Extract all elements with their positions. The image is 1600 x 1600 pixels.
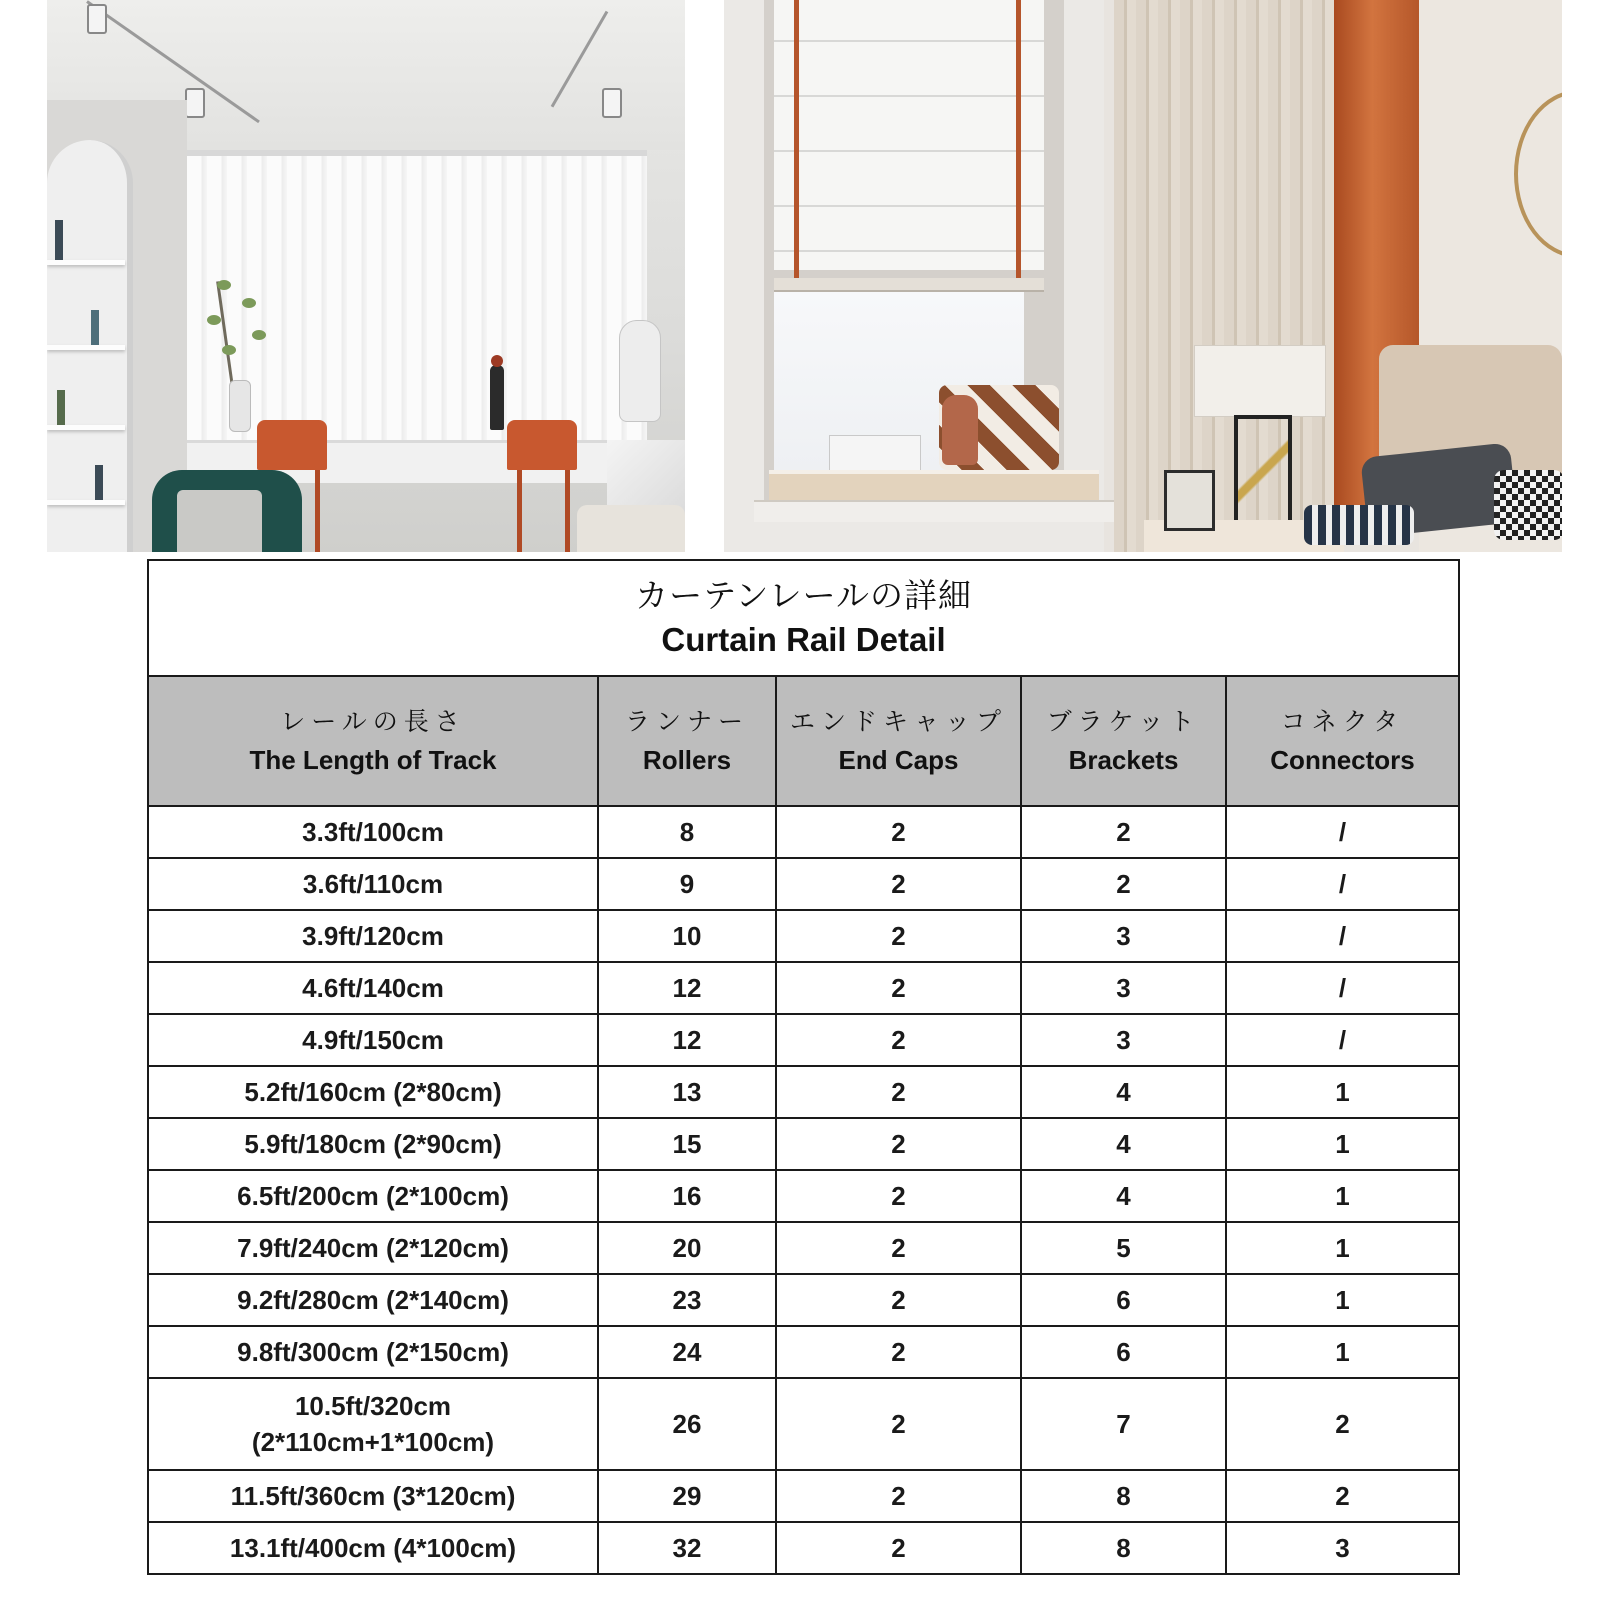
- header-connectors: [1226, 676, 1459, 806]
- arched-shelf: [47, 140, 133, 552]
- shade-tape: [794, 0, 799, 285]
- connectors-cell: 1: [1226, 1066, 1459, 1118]
- header-rollers: [598, 676, 776, 806]
- end-caps-cell: 2: [776, 1326, 1021, 1378]
- header-en: The Length of Track: [249, 745, 497, 775]
- brackets-cell: 8: [1021, 1522, 1226, 1574]
- header-en: End Caps: [838, 745, 959, 775]
- connectors-cell: 3: [1226, 1522, 1459, 1574]
- end-caps-cell: 2: [776, 1222, 1021, 1274]
- brackets-cell: 4: [1021, 1170, 1226, 1222]
- table-row: [148, 1014, 1459, 1066]
- end-caps-cell: 2: [776, 858, 1021, 910]
- length-cell: 6.5ft/200cm (2*100cm): [148, 1170, 598, 1222]
- table-header-row: [148, 676, 1459, 806]
- length-cell: 9.2ft/280cm (2*140cm): [148, 1274, 598, 1326]
- header-length: [148, 676, 598, 806]
- connectors-cell: 1: [1226, 1118, 1459, 1170]
- header-en: Connectors: [1270, 745, 1415, 775]
- end-caps-cell: 2: [776, 1378, 1021, 1470]
- length-cell: [148, 1378, 598, 1470]
- header-end-caps: [776, 676, 1021, 806]
- length-cell: 11.5ft/360cm (3*120cm): [148, 1470, 598, 1522]
- brackets-cell: 8: [1021, 1470, 1226, 1522]
- table-row: [148, 910, 1459, 962]
- connectors-cell: /: [1226, 806, 1459, 858]
- brackets-cell: 6: [1021, 1274, 1226, 1326]
- rollers-cell: 23: [598, 1274, 776, 1326]
- end-caps-cell: 2: [776, 1118, 1021, 1170]
- table-row: [148, 1274, 1459, 1326]
- rollers-cell: 8: [598, 806, 776, 858]
- photo-frame: [1164, 470, 1215, 531]
- orange-chair: [507, 420, 577, 470]
- header-jp: レールの長さ: [280, 707, 466, 736]
- connectors-cell: 1: [1226, 1326, 1459, 1378]
- rollers-cell: 13: [598, 1066, 776, 1118]
- length-cell: 13.1ft/400cm (4*100cm): [148, 1522, 598, 1574]
- end-caps-cell: 2: [776, 910, 1021, 962]
- connectors-cell: /: [1226, 910, 1459, 962]
- rollers-cell: 26: [598, 1378, 776, 1470]
- end-caps-cell: 2: [776, 806, 1021, 858]
- figurine: [490, 365, 504, 430]
- table-row: [148, 1522, 1459, 1574]
- header-jp: ランナー: [624, 707, 749, 736]
- connectors-cell: /: [1226, 858, 1459, 910]
- bear-sculpture: [619, 320, 661, 422]
- table-row: [148, 1378, 1459, 1470]
- curtain-rail-detail-table: [147, 559, 1460, 1575]
- length-cell: 5.2ft/160cm (2*80cm): [148, 1066, 598, 1118]
- brackets-cell: 5: [1021, 1222, 1226, 1274]
- length-cell: 3.6ft/110cm: [148, 858, 598, 910]
- header-en: Rollers: [642, 745, 732, 775]
- roman-shade: [774, 0, 1044, 270]
- end-caps-cell: 2: [776, 1170, 1021, 1222]
- houndstooth-pillow: [1494, 470, 1562, 540]
- bear-figurine: [942, 395, 978, 465]
- rollers-cell: 12: [598, 962, 776, 1014]
- rollers-cell: 24: [598, 1326, 776, 1378]
- header-brackets: [1021, 676, 1226, 806]
- lamp-shade: [1194, 345, 1326, 417]
- table-title-row: [148, 560, 1459, 676]
- window-seat: [769, 470, 1099, 504]
- brackets-cell: 3: [1021, 910, 1226, 962]
- brackets-cell: 2: [1021, 806, 1226, 858]
- rollers-cell: 9: [598, 858, 776, 910]
- cushion: [177, 490, 262, 552]
- length-cell: 3.9ft/120cm: [148, 910, 598, 962]
- table-row: [148, 1222, 1459, 1274]
- end-caps-cell: 2: [776, 1066, 1021, 1118]
- connectors-cell: 2: [1226, 1378, 1459, 1470]
- shade-bar: [774, 278, 1044, 292]
- length-cell: 5.9ft/180cm (2*90cm): [148, 1118, 598, 1170]
- length-cell: 7.9ft/240cm (2*120cm): [148, 1222, 598, 1274]
- sheer-curtain: [1114, 0, 1344, 552]
- end-caps-cell: 2: [776, 1470, 1021, 1522]
- table-title: [148, 560, 1459, 676]
- shade-tape: [1016, 0, 1021, 285]
- table-row: [148, 858, 1459, 910]
- length-cell: 4.6ft/140cm: [148, 962, 598, 1014]
- rollers-cell: 20: [598, 1222, 776, 1274]
- brackets-cell: 4: [1021, 1118, 1226, 1170]
- photo-vertical-blinds-room: [47, 0, 685, 552]
- table-row: [148, 1066, 1459, 1118]
- table-title-en: Curtain Rail Detail: [661, 621, 946, 658]
- orange-chair: [257, 420, 327, 470]
- length-line: 10.5ft/320cm: [294, 1391, 452, 1421]
- table-title-jp: カーテンレールの詳細: [635, 576, 972, 615]
- connectors-cell: 1: [1226, 1222, 1459, 1274]
- brackets-cell: 4: [1021, 1066, 1226, 1118]
- connectors-cell: /: [1226, 962, 1459, 1014]
- header-jp: エンドキャップ: [789, 707, 1007, 736]
- photo-roman-shade-room: [724, 0, 1562, 552]
- brackets-cell: 2: [1021, 858, 1226, 910]
- header-jp: コネクタ: [1280, 707, 1405, 736]
- table-row: [148, 806, 1459, 858]
- brackets-cell: 6: [1021, 1326, 1226, 1378]
- table-row: [148, 962, 1459, 1014]
- vertical-blinds: [187, 150, 647, 446]
- lamp-base: [1234, 415, 1292, 528]
- table-row: [148, 1326, 1459, 1378]
- table-row: [148, 1170, 1459, 1222]
- connectors-cell: 1: [1226, 1274, 1459, 1326]
- length-cell: 9.8ft/300cm (2*150cm): [148, 1326, 598, 1378]
- end-caps-cell: 2: [776, 962, 1021, 1014]
- header-en: Brackets: [1068, 745, 1179, 775]
- rollers-cell: 10: [598, 910, 776, 962]
- length-line: (2*110cm+1*100cm): [251, 1427, 495, 1457]
- connectors-cell: 1: [1226, 1170, 1459, 1222]
- end-caps-cell: 2: [776, 1522, 1021, 1574]
- connectors-cell: /: [1226, 1014, 1459, 1066]
- table-row: [148, 1470, 1459, 1522]
- end-caps-cell: 2: [776, 1274, 1021, 1326]
- length-cell: 4.9ft/150cm: [148, 1014, 598, 1066]
- brackets-cell: 3: [1021, 1014, 1226, 1066]
- brackets-cell: 3: [1021, 962, 1226, 1014]
- connectors-cell: 2: [1226, 1470, 1459, 1522]
- brackets-cell: 7: [1021, 1378, 1226, 1470]
- length-cell: 3.3ft/100cm: [148, 806, 598, 858]
- rollers-cell: 12: [598, 1014, 776, 1066]
- spotlight-icon: [185, 88, 205, 118]
- rollers-cell: 29: [598, 1470, 776, 1522]
- rollers-cell: 16: [598, 1170, 776, 1222]
- rollers-cell: 32: [598, 1522, 776, 1574]
- bench: [577, 505, 685, 552]
- spotlight-icon: [602, 88, 622, 118]
- striped-pillow: [1304, 505, 1414, 545]
- table-row: [148, 1118, 1459, 1170]
- storage-box: [829, 435, 921, 475]
- end-caps-cell: 2: [776, 1014, 1021, 1066]
- rollers-cell: 15: [598, 1118, 776, 1170]
- header-jp: ブラケット: [1046, 707, 1201, 736]
- window-sill: [754, 500, 1114, 522]
- vase: [229, 380, 251, 432]
- spotlight-icon: [87, 4, 107, 34]
